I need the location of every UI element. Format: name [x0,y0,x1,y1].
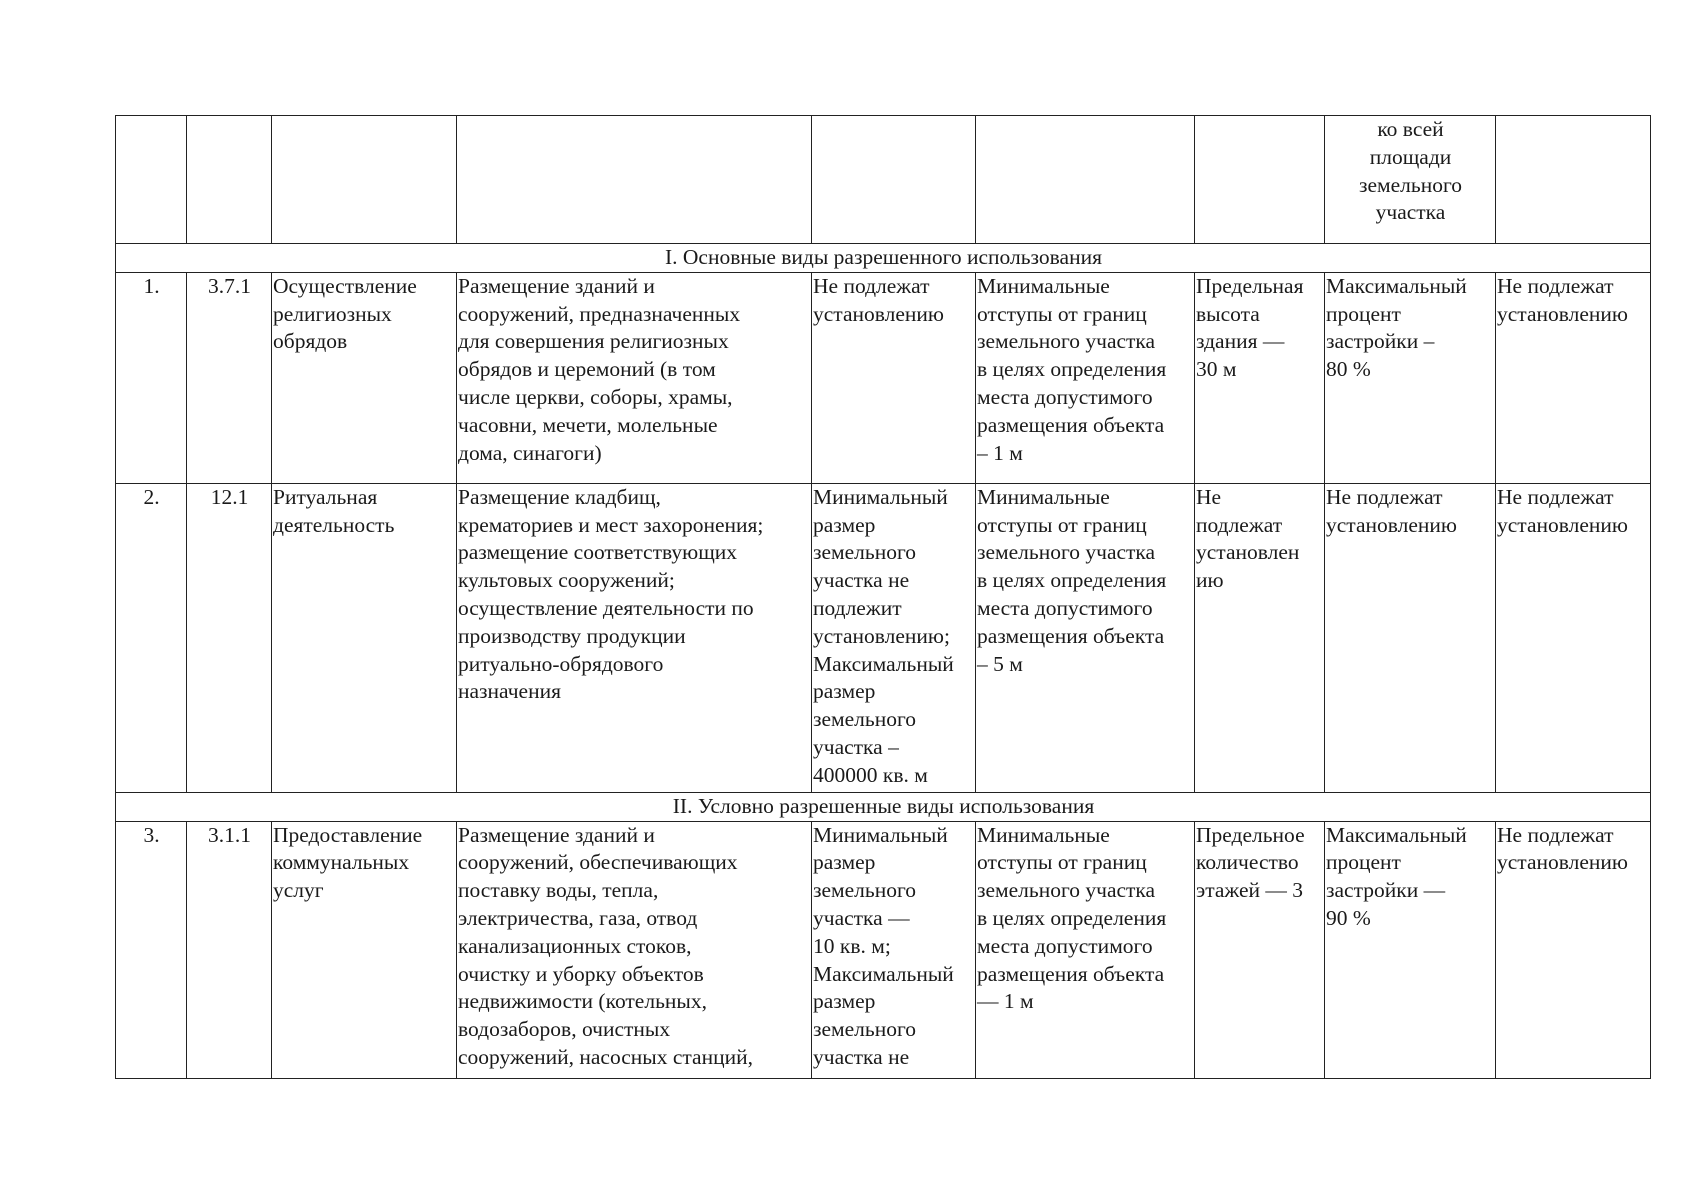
table-row [116,483,1651,792]
row-setbacks: Минимальные отступы от границ земельного участка в целях определения места допустимого размещения объекта – 5 м [976,483,1195,792]
header-cell-coverage: ко всей площади земельного участка [1325,116,1496,244]
section-title: I. Основные виды разрешенного использования [116,244,1651,273]
row-setbacks: Минимальные отступы от границ земельного участка в целях определения места допустимого размещения объекта – 1 м [976,272,1195,483]
row-code: 3.7.1 [187,272,272,483]
row-description: Размещение кладбищ, крематориев и мест захоронения; размещение соответствующих культовых сооружений; осуществление деятельности по производству продукции ритуально-обрядового назначения [457,483,812,792]
table-row [116,821,1651,1078]
row-name: Ритуальная деятельность [272,483,457,792]
header-cell-name [272,116,457,244]
row-plot-size: Минимальный размер земельного участка не подлежит установлению; Максимальный размер земельного участка – 400000 кв. м [812,483,976,792]
header-cell-description [457,116,812,244]
row-other: Не подлежат установлению [1496,821,1651,1078]
row-plot-size: Не подлежат установлению [812,272,976,483]
row-other: Не подлежат установлению [1496,272,1651,483]
row-code: 12.1 [187,483,272,792]
row-other: Не подлежат установлению [1496,483,1651,792]
section-row [116,244,1651,273]
table-header-row [116,116,1651,244]
row-plot-size: Минимальный размер земельного участка — 10 кв. м; Максимальный размер земельного участка не [812,821,976,1078]
section-row [116,792,1651,821]
row-coverage: Максимальный процент застройки – 80 % [1325,272,1496,483]
row-coverage: Максимальный процент застройки — 90 % [1325,821,1496,1078]
row-height: Предельная высота здания — 30 м [1195,272,1325,483]
row-coverage: Не подлежат установлению [1325,483,1496,792]
header-cell-number [116,116,187,244]
zoning-table [115,115,1651,1079]
row-number: 1. [116,272,187,483]
table-row [116,272,1651,483]
row-setbacks: Минимальные отступы от границ земельного участка в целях определения места допустимого размещения объекта — 1 м [976,821,1195,1078]
row-name: Осуществление религиозных обрядов [272,272,457,483]
section-title: II. Условно разрешенные виды использования [116,792,1651,821]
header-cell-height [1195,116,1325,244]
row-name: Предоставление коммунальных услуг [272,821,457,1078]
header-cell-code [187,116,272,244]
row-number: 3. [116,821,187,1078]
row-code: 3.1.1 [187,821,272,1078]
header-cell-plot-size [812,116,976,244]
row-description: Размещение зданий и сооружений, обеспечивающих поставку воды, тепла, электричества, газа, отвод канализационных стоков, очистку и уборку объектов недвижимости (котельных, водозаборов, очистных сооружений, насосных станций, [457,821,812,1078]
row-number: 2. [116,483,187,792]
row-height: Предельное количество этажей — 3 [1195,821,1325,1078]
row-description: Размещение зданий и сооружений, предназначенных для совершения религиозных обрядов и церемоний (в том числе церкви, соборы, храмы, часовни, мечети, молельные дома, синагоги) [457,272,812,483]
header-cell-setbacks [976,116,1195,244]
row-height: Не подлежат установлен ию [1195,483,1325,792]
header-cell-other [1496,116,1651,244]
